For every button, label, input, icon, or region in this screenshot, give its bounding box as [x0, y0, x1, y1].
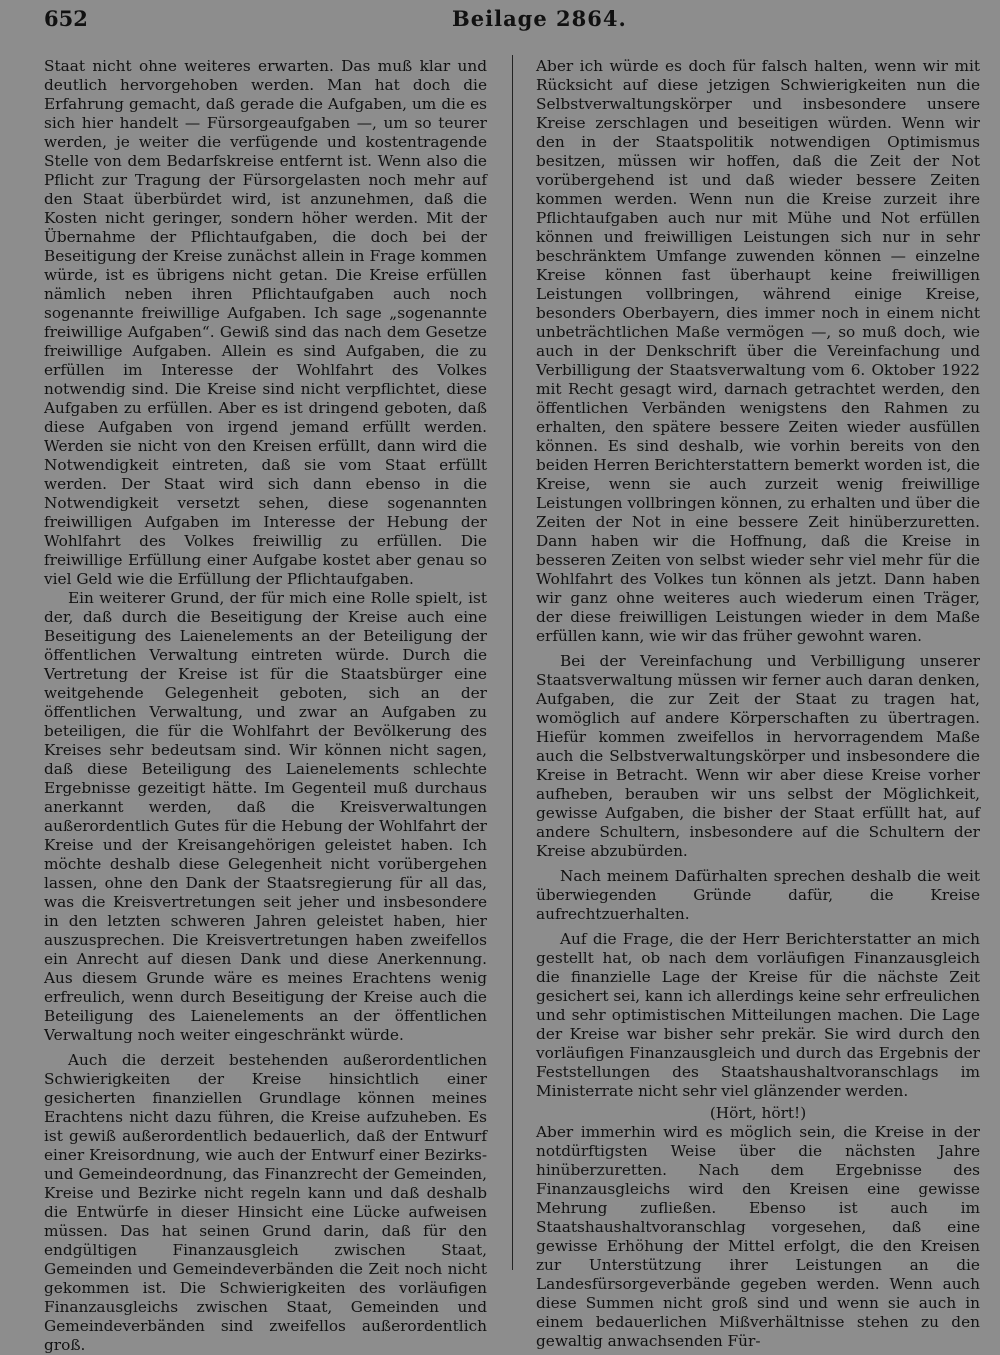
paragraph: Aber immerhin wird es möglich sein, die Kreise in der notdürftigsten Weise über die nächsten Jahre hinüberzuretten. Nach dem Ergebnisse des Finanzausgleichs wird den Kreisen eine gewisse Mehrung zufließen. Ebenso ist auch im Staatshaushaltvoranschlag vorgesehen, daß eine gewisse Erhöhung der Mittel erfolgt, die den Kreisen zur Unterstützung ihrer Leistungen an die Landesfürsorgeverbände gegeben werden. Wenn auch diese Summen nicht groß sind und wenn sie auch in einem bedauerlichen Mißverhältnisse stehen zu den gewaltig anwachsenden Für- [536, 1123, 980, 1350]
paragraph: Staat nicht ohne weiteres erwarten. Das muß klar und deutlich hervorgehoben werden. Man hat doch die Erfahrung gemacht, daß gerade die Aufgaben, um die es sich hier handelt — Fürsorgeaufgaben —, um so teurer werden, je weiter die verfügende und kostentragende Stelle von dem Bedarfskreise entfernt ist. Wenn also die Pflicht zur Tragung der Fürsorgelasten noch mehr auf den Staat überbürdet wird, ist anzunehmen, daß die Kosten nicht geringer, sondern höher werden. Mit der Übernahme der Pflichtaufgaben, die doch bei der Beseitigung der Kreise zunächst allein in Frage kommen würde, ist es übrigens nicht getan. Die Kreise erfüllen nämlich neben ihren Pflichtaufgaben auch noch sogenannte freiwillige Aufgaben. Ich sage „sogenannte freiwillige Aufgaben“. Gewiß sind das nach dem Gesetze freiwillige Aufgaben. Allein es sind Aufgaben, die zu erfüllen im Interesse der Wohlfahrt des Volkes notwendig sind. Die Kreise sind nicht verpflichtet, diese Aufgaben zu erfüllen. Aber es ist dringend geboten, daß diese Aufgaben von irgend jemand erfüllt werden. Werden sie nicht von den Kreisen erfüllt, dann wird die Notwendigkeit eintreten, daß sie vom Staat erfüllt werden. Der Staat wird sich dann ebenso in die Notwendigkeit versetzt sehen, diese sogenannten freiwilligen Aufgaben im Interesse der Hebung der Wohlfahrt des Volkes freiwillig zu erfüllen. Die freiwillige Erfüllung einer Aufgabe kostet aber genau so viel Geld wie die Erfüllung der Pflichtaufgaben. [44, 57, 487, 588]
paragraph: Ein weiterer Grund, der für mich eine Rolle spielt, ist der, daß durch die Beseitigung der Kreise auch eine Beseitigung des Laienelements an der Beteiligung der öffentlichen Verwaltung eintreten würde. Durch die Vertretung der Kreise ist für die Staatsbürger eine weitgehende Gelegenheit geboten, sich an der öffentlichen Verwaltung, und zwar an Aufgaben zu beteiligen, die für die Wohlfahrt der Bevölkerung des Kreises sehr bedeutsam sind. Wir können nicht sagen, daß diese Beteiligung des Laienelements schlechte Ergebnisse gezeitigt hätte. Im Gegenteil muß durchaus anerkannt werden, daß die Kreisverwaltungen außerordentlich Gutes für die Hebung der Wohlfahrt der Kreise und der Kreisangehörigen geleistet haben. Ich möchte deshalb diese Gelegenheit nicht vorübergehen lassen, ohne den Dank der Staatsregierung für all das, was die Kreisvertretungen seit jeher und insbesondere in den letzten schweren Jahren geleistet haben, hier auszusprechen. Die Kreisvertretungen haben zweifellos ein Anrecht auf diesen Dank und diese Anerkennung. Aus diesem Grunde wäre es meines Erachtens wenig erfreulich, wenn durch Beseitigung der Kreise auch die Beteiligung des Laienelements an der öffentlichen Verwaltung noch weiter eingeschränkt würde. [44, 589, 487, 1044]
column-divider [512, 55, 513, 1270]
right-column [536, 57, 980, 1351]
page-number: 652 [44, 6, 88, 31]
paragraph: Nach meinem Dafürhalten sprechen deshalb die weit überwiegenden Gründe dafür, die Kreise aufrechtzuerhalten. [536, 867, 980, 923]
left-column [44, 57, 487, 1355]
paragraph: Auf die Frage, die der Herr Berichterstatter an mich gestellt hat, ob nach dem vorläufigen Finanzausgleich die finanzielle Lage der Kreise für die nächste Zeit gesichert sei, kann ich allerdings keine sehr erfreulichen und sehr optimistischen Mitteilungen machen. Die Lage der Kreise war bisher sehr prekär. Sie wird durch den vorläufigen Finanzausgleich und durch das Ergebnis der Feststellungen des Staatshaushaltvoranschlags im Ministerrate nicht sehr viel glänzender werden. [536, 930, 980, 1100]
paragraph: Aber ich würde es doch für falsch halten, wenn wir mit Rücksicht auf diese jetzigen Schwierigkeiten nun die Selbstverwaltungskörper und insbesondere unsere Kreise zerschlagen und beseitigen würden. Wenn wir den in der Staatspolitik notwendigen Optimismus besitzen, müssen wir hoffen, daß die Zeit der Not vorübergehend ist und daß wieder bessere Zeiten kommen werden. Wenn nun die Kreise zurzeit ihre Pflichtaufgaben auch nur mit Mühe und Not erfüllen können und freiwilligen Leistungen sich nur in sehr beschränktem Umfange zuwenden können — einzelne Kreise können fast überhaupt keine freiwilligen Leistungen vollbringen, während einige Kreise, besonders Oberbayern, dies immer noch in einem nicht unbeträchtlichen Maße vermögen —, so muß doch, wie auch in der Denkschrift über die Vereinfachung und Verbilligung der Staatsverwaltung vom 6. Oktober 1922 mit Recht gesagt wird, darnach getrachtet werden, den öffentlichen Verbänden wenigstens den Rahmen zu erhalten, den spätere bessere Zeiten wieder ausfüllen können. Es sind deshalb, wie vorhin bereits von den beiden Herren Berichterstattern bemerkt worden ist, die Kreise, wenn sie auch zurzeit wenig freiwillige Leistungen vollbringen können, zu erhalten und über die Zeiten der Not in eine bessere Zeit hinüberzuretten. Dann haben wir die Hoffnung, daß die Kreise in besseren Zeiten von selbst wieder sehr viel mehr für die Wohlfahrt des Volkes tun können als jetzt. Dann haben wir ganz ohne weiteres auch wiederum einen Träger, der diese freiwilligen Leistungen wieder in dem Maße erfüllen kann, wie wir das früher gewohnt waren. [536, 57, 980, 645]
paragraph: Auch die derzeit bestehenden außerordentlichen Schwierigkeiten der Kreise hinsichtlich einer gesicherten finanziellen Grundlage können meines Erachtens nicht dazu führen, die Kreise aufzuheben. Es ist gewiß außerordentlich bedauerlich, daß der Entwurf einer Kreisordnung, wie auch der Entwurf einer Bezirks- und Gemeindeordnung, das Finanzrecht der Gemeinden, Kreise und Bezirke nicht regeln kann und daß deshalb die Entwürfe in dieser Hinsicht eine Lücke aufweisen müssen. Das hat seinen Grund darin, daß für den endgültigen Finanzausgleich zwischen Staat, Gemeinden und Gemeindeverbänden die Zeit noch nicht gekommen ist. Die Schwierigkeiten des vorläufigen Finanzausgleichs zwischen Staat, Gemeinden und Gemeindeverbänden sind zweifellos außerordentlich groß. [44, 1051, 487, 1354]
page-title: Beilage 2864. [452, 6, 627, 31]
page-header [0, 0, 1000, 48]
paragraph: Bei der Vereinfachung und Verbilligung unserer Staatsverwaltung müssen wir ferner auch daran denken, Aufgaben, die zur Zeit der Staat zu tragen hat, womöglich auf andere Körperschaften zu übertragen. Hiefür kommen zweifellos in hervorragendem Maße auch die Selbstverwaltungskörper und insbesondere die Kreise in Betracht. Wenn wir aber diese Kreise vorher aufheben, berauben wir uns selbst der Möglichkeit, gewisse Aufgaben, die bisher der Staat erfüllt hat, auf andere Schultern, insbesondere auf die Schultern der Kreise abzubürden. [536, 652, 980, 860]
interjection: (Hört, hört!) [709, 1104, 807, 1122]
